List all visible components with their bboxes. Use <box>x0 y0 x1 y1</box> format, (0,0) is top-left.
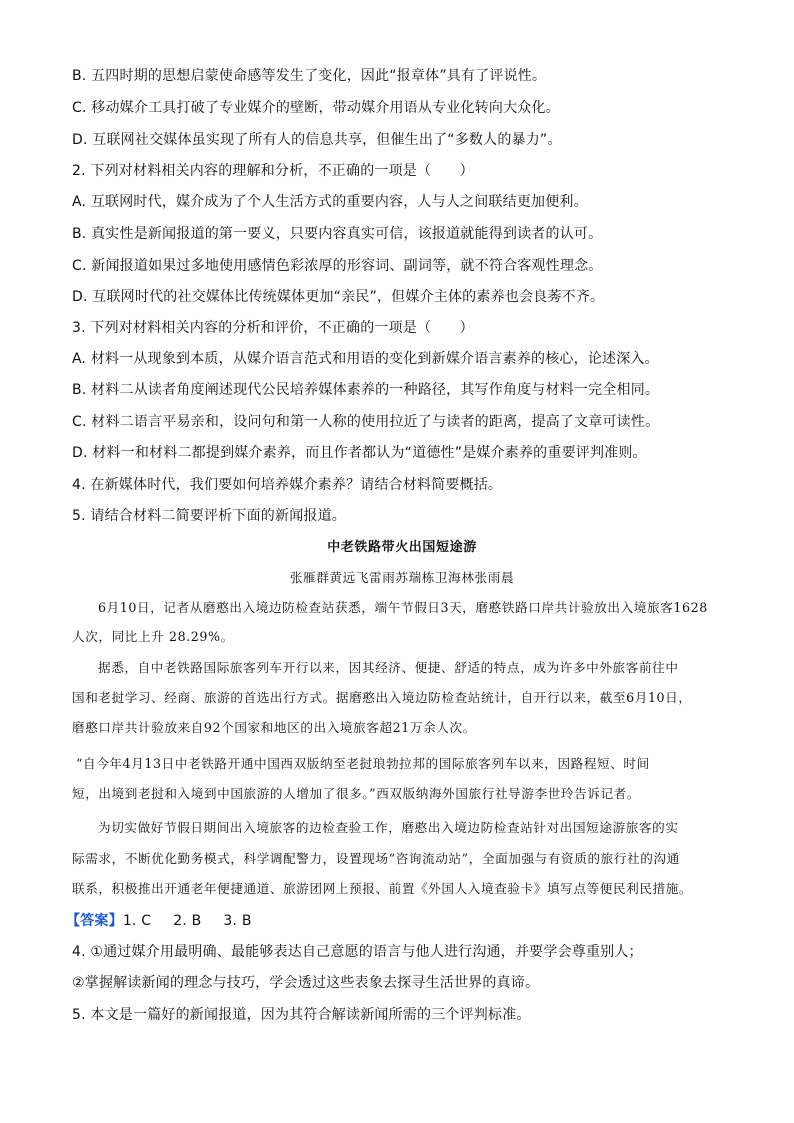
news-para2-line2: 国和老挝学习、经商、旅游的首选出行方式。据磨憨出入境边防检查站统计，自开行以来，截至6月10日， <box>72 690 692 705</box>
q3-option-c: C. 材料二语言平易亲和，设问句和第一人称的使用拉近了与读者的距离，提高了文章可读性。 <box>72 414 660 430</box>
news-para3-line1: “自今年4月13日中老铁路开通中国西双版纳至老挝琅勃拉邦的国际旅客列车以来，因路程短、时间 <box>76 756 650 771</box>
q4-stem: 4. 在新媒体时代，我们要如何培养媒介素养？请结合材料简要概括。 <box>72 477 503 493</box>
news-title: 中老铁路带火出国短途游 <box>327 540 477 555</box>
news-byline: 张雁群黄远飞雷雨苏瑞栋卫海林张雨晨 <box>289 570 515 585</box>
answer-4-line2: ②掌握解读新闻的理念与技巧，学会透过这些表象去探寻生活世界的真谛。 <box>72 975 540 991</box>
q3-option-b: B. 材料二从读者角度阐述现代公民培养媒体素养的一种路径，其写作角度与材料一完全相同。 <box>72 382 660 398</box>
news-para2-line1: 据悉，自中老铁路国际旅客列车开行以来，因其经济、便捷、舒适的特点，成为许多中外旅客前往中 <box>98 660 679 675</box>
q3-option-d: D. 材料一和材料二都提到媒介素养，而且作者都认为“道德性”是媒介素养的重要评判准则。 <box>72 445 647 461</box>
q2-option-c: C. 新闻报道如果过多地使用感情色彩浓厚的形容词、副词等，就不符合客观性理念。 <box>72 258 603 274</box>
news-para3-line2: 短，出境到老挝和入境到中国旅游的人增加了很多。”西双版纳海外国旅行社导游李世玲告诉记者。 <box>72 786 641 801</box>
answer-line <box>66 911 726 931</box>
q3-option-a: A. 材料一从现象到本质，从媒介语言范式和用语的变化到新媒介语言素养的核心，论述深入。 <box>72 351 659 367</box>
answer-3: 3. B <box>223 913 252 929</box>
q1-option-d: D. 互联网社交媒体虽实现了所有人的信息共享，但催生出了“多数人的暴力”。 <box>72 132 562 148</box>
answer-label: 【答案】 <box>66 913 123 929</box>
news-para2-line3: 磨憨口岸共计验放来自92个国家和地区的出入境旅客超21万余人次。 <box>72 720 476 735</box>
news-para1-line1: 6月10日，记者从磨憨出入境边防检查站获悉，端午节假日3天，磨憨铁路口岸共计验放出入境旅客1628 <box>98 600 708 615</box>
answer-1: 1. C <box>122 913 152 929</box>
news-para4-line2: 际需求，不断优化勤务模式，科学调配警力，设置现场“咨询流动站”，全面加强与有资质的旅行社的沟通 <box>72 851 680 866</box>
q2-option-a: A. 互联网时代，媒介成为了个人生活方式的重要内容，人与人之间联结更加便利。 <box>72 194 588 210</box>
q1-option-c: C. 移动媒介工具打破了专业媒介的壁断，带动媒介用语从专业化转向大众化。 <box>72 100 560 116</box>
q2-option-d: D. 互联网时代的社交媒体比传统媒体更加“亲民”，但媒介主体的素养也会良莠不齐。 <box>72 289 605 305</box>
answer-5: 5. 本文是一篇好的新闻报道，因为其符合解读新闻所需的三个评判标准。 <box>72 1007 531 1023</box>
answer-2: 2. B <box>173 913 202 929</box>
q1-option-b: B. 五四时期的思想启蒙使命感等发生了变化，因此“报章体”具有了评说性。 <box>72 68 547 84</box>
news-para4-line1: 为切实做好节假日期间出入境旅客的边检查验工作，磨憨出入境边防检查站针对出国短途游旅客的实 <box>98 820 679 835</box>
q2-stem: 2. 下列对材料相关内容的理解和分析，不正确的一项是（ ） <box>72 163 474 179</box>
news-para1-line2: 人次，同比上升 28.29%。 <box>72 629 234 644</box>
q2-option-b: B. 真实性是新闻报道的第一要义，只要内容真实可信，该报道就能得到读者的认可。 <box>72 226 603 242</box>
q3-stem: 3. 下列对材料相关内容的分析和评价，不正确的一项是（ ） <box>72 320 474 336</box>
q5-stem: 5. 请结合材料二简要评析下面的新闻报道。 <box>72 508 347 524</box>
answer-4-line1: 4. ①通过媒介用最明确、最能够表达自己意愿的语言与他人进行沟通，并要学会尊重别人； <box>72 944 643 960</box>
news-para4-line3: 联系，积极推出开通老年便捷通道、旅游团网上预报、前置《外国人入境查验卡》填写点等便民利民措施。 <box>72 881 693 896</box>
